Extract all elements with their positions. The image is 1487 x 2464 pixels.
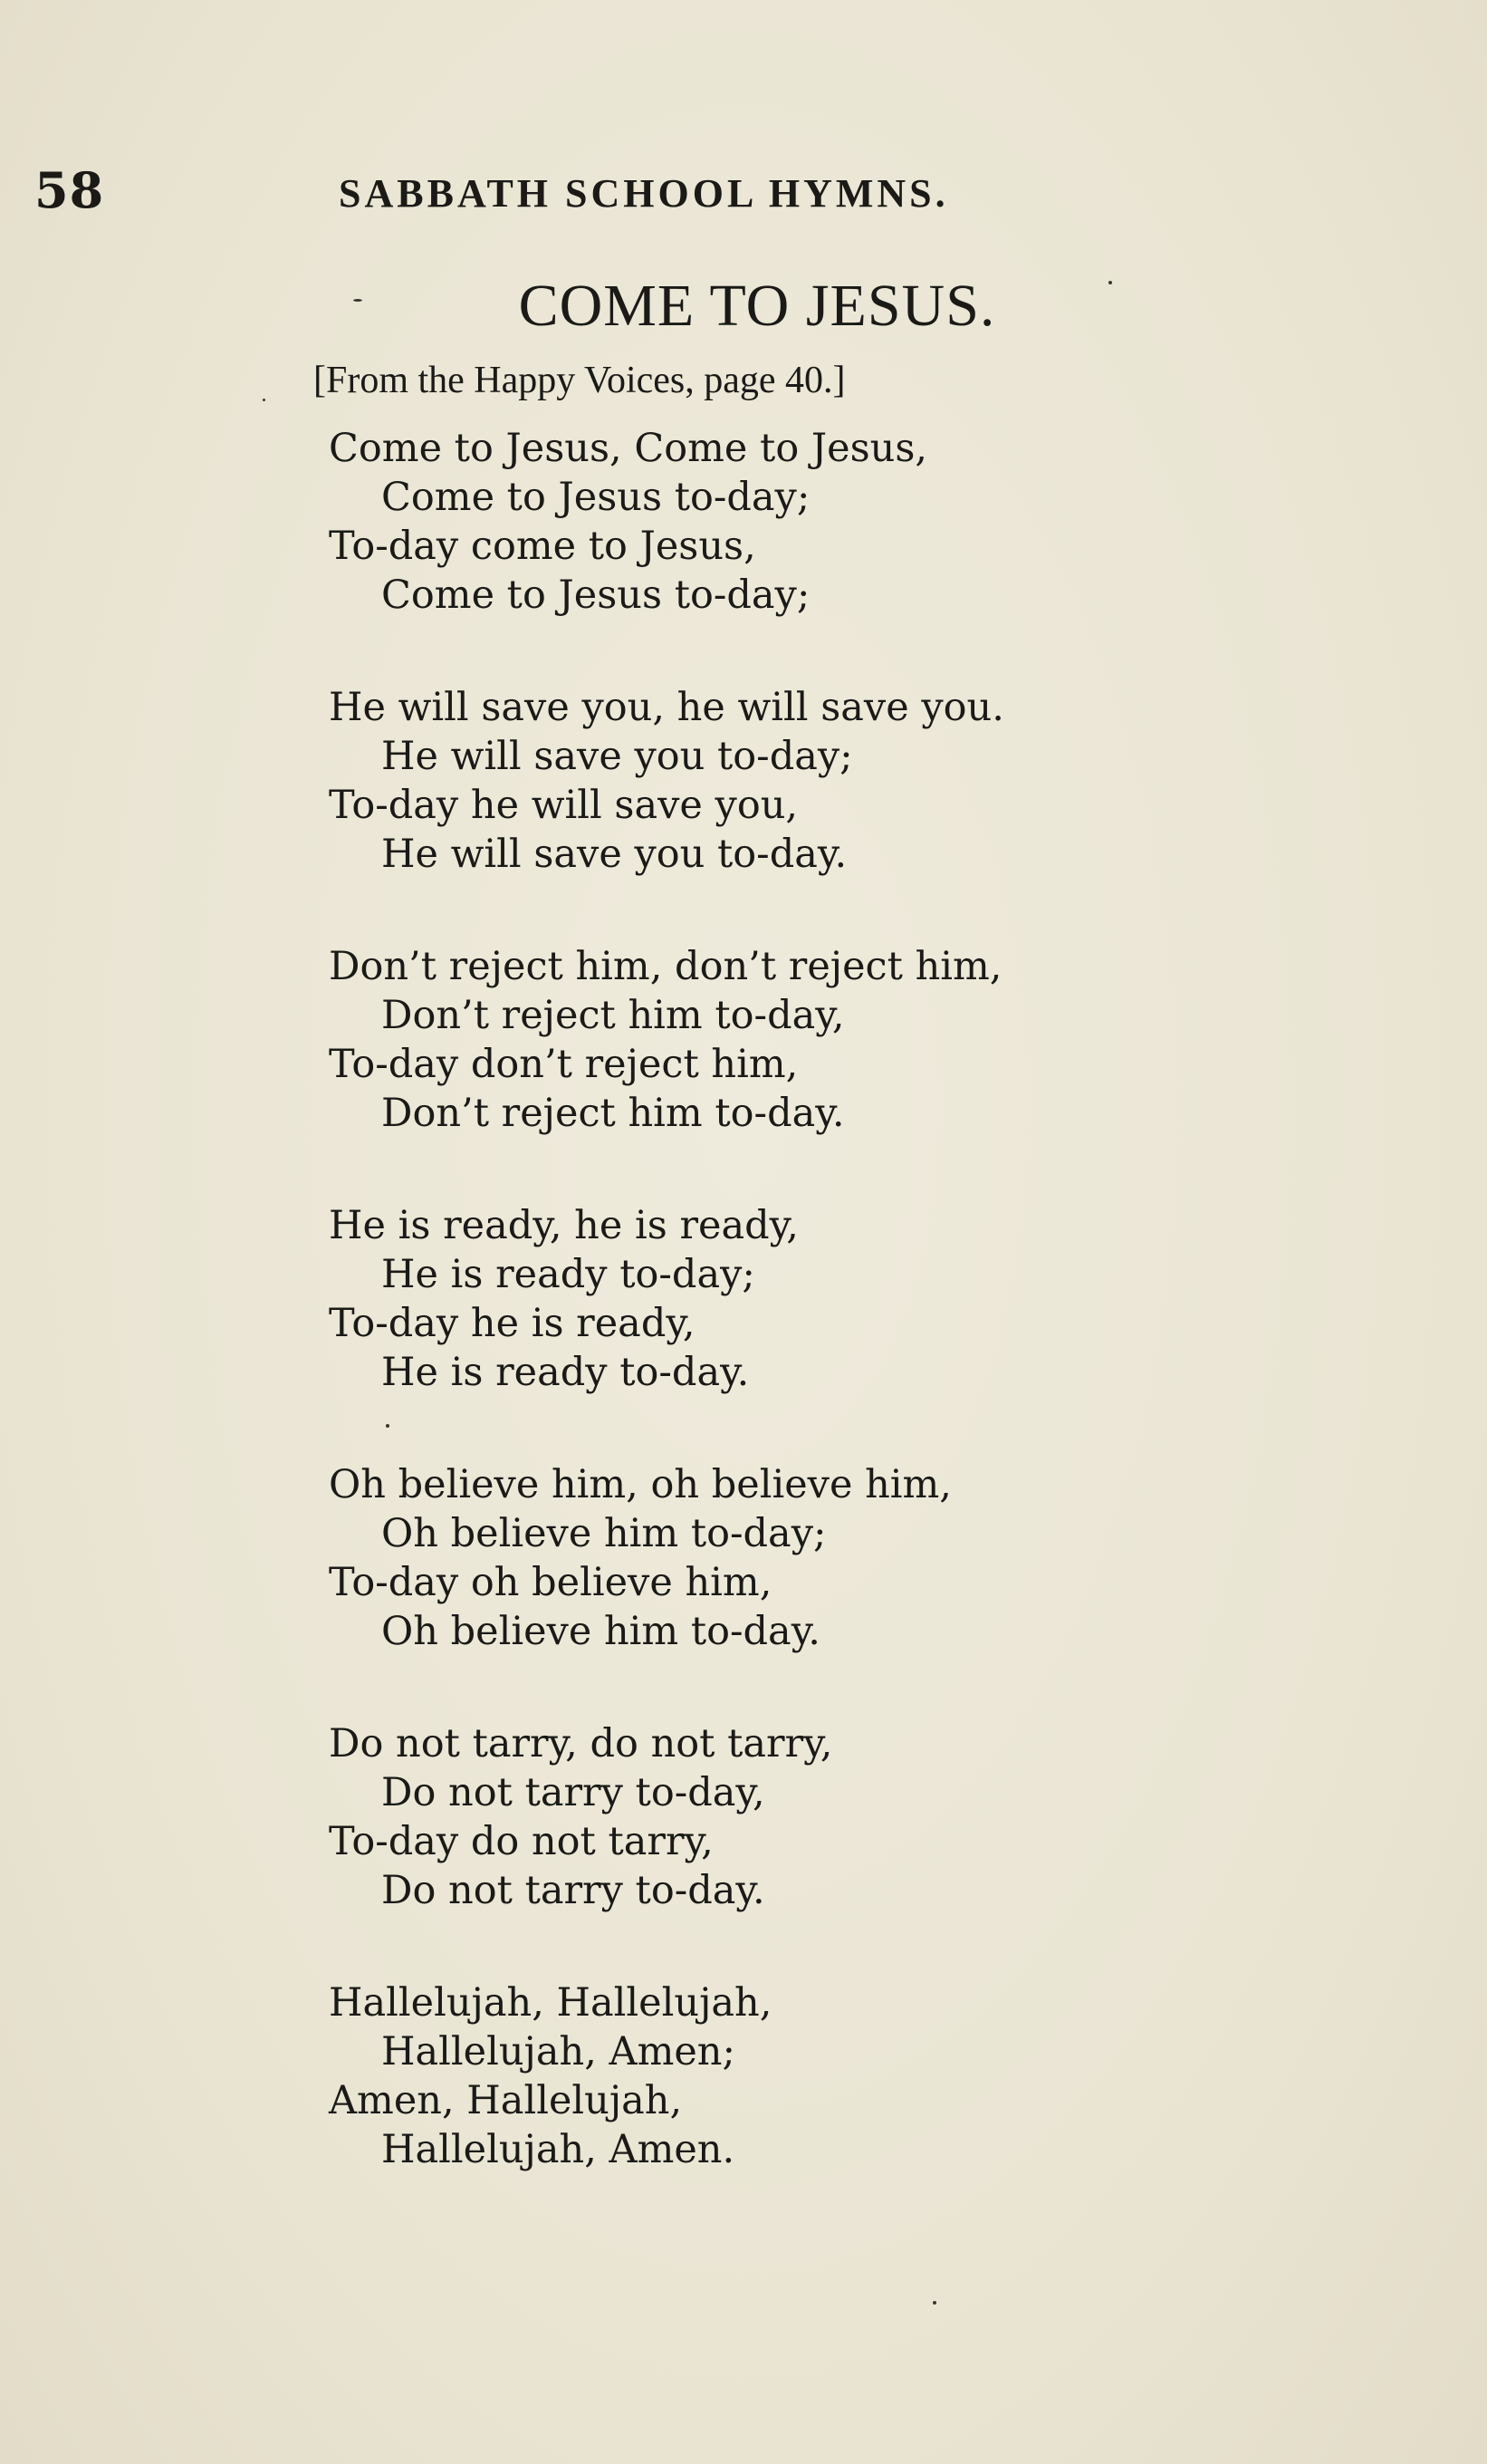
stanza [329,1978,1370,2238]
verse-line: He will save you to-day; [381,734,853,779]
stanza [329,1719,1370,1978]
verse-line: To-day he is ready, [329,1301,696,1346]
stanza [329,1460,1370,1719]
verse-line: Hallelujah, Amen; [381,2029,735,2074]
verse-line: Come to Jesus, Come to Jesus, [329,426,928,471]
verse-line: Don’t reject him, don’t reject him, [329,944,1003,989]
verse-line: Do not tarry to-day. [381,1868,765,1913]
verse-line: He will save you, he will save you. [329,685,1004,730]
verse-line: He will save you to-day. [381,832,848,877]
verse-line: He is ready, he is ready, [329,1203,799,1248]
verse-line: To-day do not tarry, [329,1819,714,1864]
verse-line: He is ready to-day; [381,1252,755,1297]
verse-line: Oh believe him to-day; [381,1511,827,1556]
verse-line: Hallelujah, Amen. [381,2127,735,2172]
verse-line: Come to Jesus to-day; [381,475,811,520]
print-speck [263,399,265,401]
verse-line: Do not tarry, do not tarry, [329,1721,833,1766]
running-head: SABBATH SCHOOL HYMNS. [339,171,949,216]
verse-line: To-day he will save you, [329,783,799,828]
stanza [329,424,1370,683]
print-speck [353,299,362,302]
stanza [329,683,1370,942]
hymn-title: COME TO JESUS. [518,273,996,339]
verse-line: Oh believe him, oh believe him, [329,1462,952,1507]
print-speck [386,1424,389,1428]
print-speck [933,2301,936,2305]
verse-line: Don’t reject him to-day, [381,993,845,1038]
verse-line: Amen, Hallelujah, [329,2078,683,2123]
verse-line: To-day come to Jesus, [329,524,756,569]
verse-line: He is ready to-day. [381,1350,750,1395]
verse-line: Hallelujah, Hallelujah, [329,1980,772,2026]
verse-line: To-day oh believe him, [329,1560,772,1605]
hymn-verses [329,424,1370,2238]
verse-line: To-day don’t reject him, [329,1042,799,1087]
stanza [329,1201,1370,1460]
verse-line: Do not tarry to-day, [381,1770,765,1815]
hymn-source-note: [From the Happy Voices, page 40.] [313,360,846,401]
print-speck [1108,281,1112,284]
stanza [329,942,1370,1201]
verse-line: Oh believe him to-day. [381,1609,820,1654]
verse-line: Come to Jesus to-day; [381,573,811,618]
verse-line: Don’t reject him to-day. [381,1091,845,1136]
page-number: 58 [34,161,105,219]
